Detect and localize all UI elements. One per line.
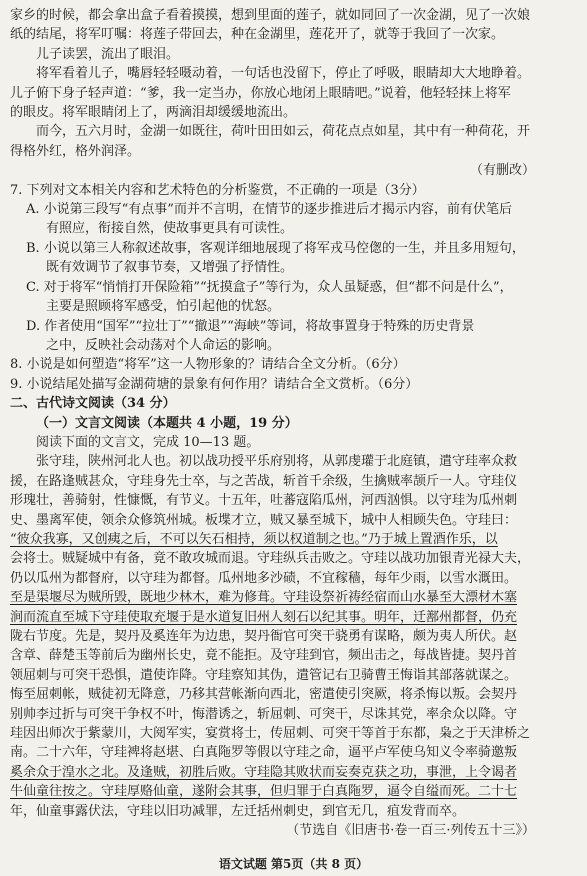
passage-line: 会将士。贼疑城中有备，竟不敢攻城而退。守珪纵兵击败之。守珪以战功加银青光禄大夫， bbox=[10, 551, 531, 567]
question-7 bbox=[10, 181, 575, 356]
passage-line: 张守珪，陕州河北人也。初以战功授平乐府别将，从郭虔瓘于北庭镇，遣守珪率众救 bbox=[36, 454, 518, 470]
question-8: 8. 小说是如何塑造“将军”这一人物形象的？请结合全文分析。（6分） bbox=[10, 357, 406, 373]
question-9: 9. 小说结尾处描写金湖荷塘的景象有何作用？请结合全文赏析。（6分） bbox=[10, 376, 419, 392]
reading-instruction: 阅读下面的文言文，完成 10—13 题。 bbox=[36, 434, 260, 450]
passage-line: 陇右节度。先是，契丹及奚连年为边患，契丹衙官可突干骁勇有谋略，颇为夷人所伏。赵 bbox=[10, 629, 518, 644]
passage-line: 南。二十六年，守珪裨将赵堪、白真陁罗等假以守珪之命，逼平卢军使乌知义令率骑邀叛 bbox=[10, 745, 518, 761]
underlined-passage-line: “彼众我寡，又创痍之后，不可以矢石相持，须以权道制之也。”乃于城上置酒作乐，以 bbox=[10, 531, 498, 547]
option-b: B. 小说以第三人称叙述故事，客观详细地展现了将军戎马倥偬的一生，并且多用短句， bbox=[26, 240, 525, 256]
passage-line: 珪因出师次于紫蒙川，大阅军实，宴赏将士，传屈刺、可突干等首于东都，枭之于天津桥之 bbox=[10, 726, 531, 742]
story-line: 家乡的时候，都会拿出盒子看着摸摸，想到里面的莲子，就如同回了一次金湖，见了一次娘 bbox=[10, 8, 531, 23]
passage-line: 别帅李过折与可突干争权不叶，悔潜诱之，斩屈刺、可突干，尽诛其党，率余众以降。守 bbox=[10, 706, 518, 722]
passage-line: 悔至屈刺帐，贼徒初无降意，乃移其营帐渐向西北，密遣使引突厥，将杀悔以叛。会契丹 bbox=[10, 687, 518, 703]
story-line: 儿子俯下身子轻声道：“爹，我一定当办，你放心地闭上眼睛吧。”说着，他轻轻抹上将军 bbox=[10, 85, 511, 101]
underlined-passage-line: 至是渠堰尽为贼所毁，既地少林木，难为修葺。守珪设祭祈祷经宿而山水暴至大漂材木塞 bbox=[10, 590, 518, 606]
story-passage bbox=[10, 6, 575, 181]
underlined-passage-line: 奚余众于湟水之北。及逢贼，初胜后败。守珪隐其败状而妄奏克获之功，事泄，上令谒者 bbox=[10, 764, 518, 780]
option-a: A. 小说第三段写“有点事”而并不言明，在情节的逐步推进后才揭示内容，前有伏笔后 bbox=[26, 202, 512, 218]
passage-line: 仍以瓜州为都督府，以守珪为都督。瓜州地多沙碛，不宜稼穑，每年少雨，以雪水溉田。 bbox=[10, 570, 518, 586]
story-line: 得格外红，格外润泽。 bbox=[10, 143, 141, 159]
passage-line: 含章、薛楚玉等前后为幽州长史，竟不能拒。及守珪到官，频出击之，每战皆捷。契丹首 bbox=[10, 648, 518, 664]
citation: （节选自《旧唐书·卷一百三·列传五十三》） bbox=[286, 823, 535, 839]
option-d-cont: 之中，反映社会动荡对个人命运的影响。 bbox=[46, 337, 281, 353]
story-line: 将军看着儿子，嘴唇轻轻嗫动着，一句话也没留下，停止了呼吸，眼睛却大大地睁着。 bbox=[36, 66, 531, 82]
subsection-heading: （一）文言文阅读（本题共 4 小题，19 分） bbox=[36, 415, 298, 431]
story-line: 儿子读罢，流出了眼泪。 bbox=[36, 46, 180, 62]
underlined-passage-line: 涧而流直至城下守珪使取充堰于是水道复旧州人刻石以纪其事。明年，迁鄯州都督，仍充 bbox=[10, 609, 518, 625]
option-b-cont: 既有效调节了叙事节奏，又增强了抒情性。 bbox=[46, 260, 294, 276]
page-footer: 语文试题 第5页（共 8 页） bbox=[218, 857, 369, 871]
question-7-stem: 7. 下列对文本相关内容和艺术特色的分析鉴赏，不正确的一项是（3分） bbox=[10, 182, 425, 198]
option-d: D. 作者使用“国军”“拉壮丁”“撤退”“海峡”等词，将故事置身于特殊的历史背景 bbox=[26, 318, 475, 334]
underlined-passage-line: 牛仙童往按之。守珪厚赂仙童，遂附会其事，但归罪于白真陁罗，逼令自缢而死。二十七 bbox=[10, 784, 518, 800]
section-heading: 二、古代诗文阅读（34 分） bbox=[10, 396, 176, 412]
story-line: 的眼皮。将军眼睛闭上了，两滴泪却缓缓地流出。 bbox=[10, 105, 297, 121]
option-c: C. 对于将军“悄悄打开保险箱”“抚摸盒子”等行为，众人虽疑惑，但“都不问是什么”， bbox=[26, 279, 513, 295]
option-a-cont: 有照应，衔接自然，使故事更具有可读性。 bbox=[46, 221, 294, 237]
story-line: 纸的结尾，将军叮嘱：将莲子带回去，种在金湖里，莲花开了，就等于我回了一次家。 bbox=[10, 27, 505, 43]
classical-passage bbox=[10, 452, 575, 821]
passage-line: 形瑰壮，善骑射，性慷慨，有节义。十五年，吐蕃寇陷瓜州，河西汹惧。以守珪为瓜州刺 bbox=[10, 493, 518, 509]
story-line: 而今，五六月时，金湖一如既往，荷叶田田如云，荷花点点如星，其中有一种荷花，开 bbox=[36, 124, 531, 140]
passage-line: 史、墨离军使，领余众修筑州城。板堞才立，贼又暴至城下，城中人相顾失色。守珪曰： bbox=[10, 512, 518, 528]
option-c-cont: 主要是照顾将军感受，怕引起他的忧怒。 bbox=[46, 299, 281, 315]
passage-line: 年，仙童事露伏法，守珪以旧功减罪，左迁括州刺史，到官无几，疽发背而卒。 bbox=[10, 803, 466, 819]
passage-line: 援，在路逢贼甚众，守珪身先士卒，与之苦战，斩首千余级，生擒贼率颉斤一人。守珪仪 bbox=[10, 473, 518, 489]
source-note: （有删改） bbox=[469, 163, 535, 179]
passage-line: 领屈刺与可突干恐惧，遣使诈降。守珪察知其伪，遣管记右卫骑曹王悔诣其部落就谋之。 bbox=[10, 667, 518, 683]
